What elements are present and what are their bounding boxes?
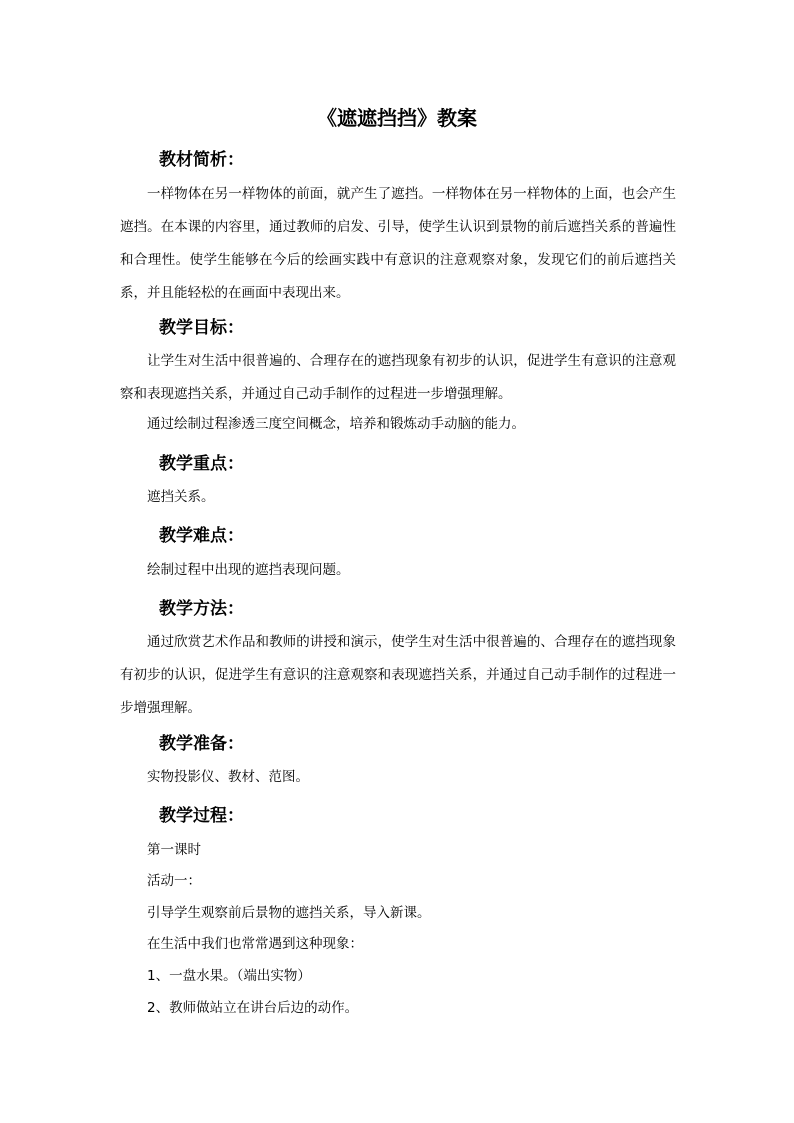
line-key-points: 遮挡关系。: [147, 489, 215, 505]
heading-key-points: 教学重点：: [159, 454, 244, 474]
process-line: 2、教师做站立在讲台后边的动作。: [147, 1000, 359, 1016]
heading-material-analysis: 教材简析：: [159, 150, 244, 170]
line-difficulties: 绘制过程中出现的遮挡表现问题。: [147, 562, 350, 578]
document-title: 《遮遮挡挡》教案: [317, 106, 477, 130]
heading-preparation: 教学准备：: [159, 734, 244, 754]
para-teaching-goals: 让学生对生活中很普遍的、合理存在的遮挡现象有初步的认识，促进学生有意识的注意观察和表现遮挡关系，并通过自己动手制作的过程进一步增强理解。: [120, 353, 676, 402]
process-line: 第一课时: [147, 842, 201, 858]
para-methods: 通过欣赏艺术作品和教师的讲授和演示，使学生对生活中很普遍的、合理存在的遮挡现象有初步的认识，促进学生有意识的注意观察和表现遮挡关系，并通过自己动手制作的过程进一步增强理解。: [120, 634, 676, 716]
process-line: 1、一盘水果。（端出实物）: [147, 968, 311, 984]
heading-methods: 教学方法：: [159, 599, 244, 619]
heading-process: 教学过程：: [159, 806, 244, 826]
heading-teaching-goals: 教学目标：: [159, 318, 244, 338]
heading-difficulties: 教学难点：: [159, 526, 244, 546]
line-teaching-goals-2: 通过绘制过程渗透三度空间概念，培养和锻炼动手动脑的能力。: [147, 416, 525, 432]
process-line: 活动一：: [147, 873, 201, 889]
para-material-analysis: 一样物体在另一样物体的前面，就产生了遮挡。一样物体在另一样物体的上面，也会产生遮挡。在本课的内容里，通过教师的启发、引导，使学生认识到景物的前后遮挡关系的普遍性和合理性。使学生能够在今后的绘画实践中有意识的注意观察对象，发现它们的前后遮挡关系，并且能轻松的在画面中表现出来。: [120, 186, 676, 301]
process-line: 引导学生观察前后景物的遮挡关系，导入新课。: [147, 905, 431, 921]
line-preparation: 实物投影仪、教材、范图。: [147, 769, 309, 785]
process-line: 在生活中我们也常常遇到这种现象：: [147, 936, 363, 952]
